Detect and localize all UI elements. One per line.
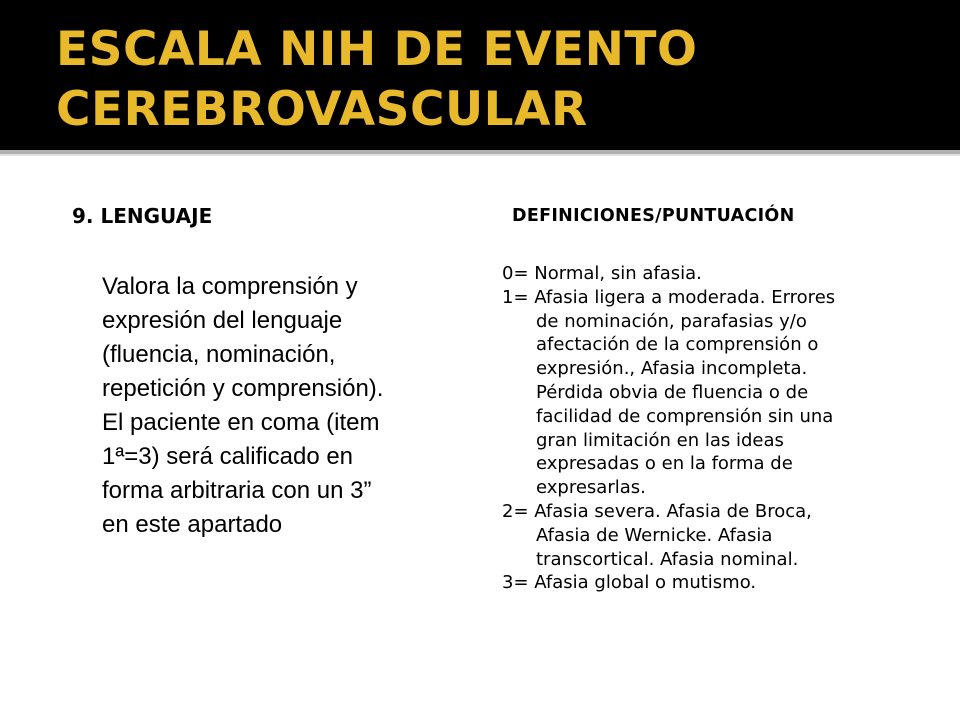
description-line: repetición y comprensión). bbox=[102, 375, 384, 402]
definition-line: expresadas o en la forma de bbox=[536, 453, 793, 475]
definition-score-1 bbox=[502, 286, 942, 500]
definition-score-3 bbox=[502, 571, 942, 595]
description-line: (fluencia, nominación, bbox=[102, 341, 336, 368]
definition-line: afectación de la comprensión o bbox=[536, 334, 819, 356]
section-heading: 9. LENGUAJE bbox=[72, 204, 213, 228]
definition-score-0 bbox=[502, 262, 942, 286]
definition-line: de nominación, parafasias y/o bbox=[536, 310, 807, 332]
definition-line: expresión., Afasia incompleta. bbox=[536, 358, 808, 380]
definition-line: transcortical. Afasia nominal. bbox=[536, 548, 799, 570]
title-divider-shadow bbox=[0, 154, 960, 156]
definitions-list bbox=[502, 262, 942, 595]
item-description bbox=[102, 270, 492, 542]
definition-line: 1= Afasia ligera a moderada. Errores bbox=[502, 286, 836, 308]
description-line: en este apartado bbox=[102, 511, 283, 538]
slide-title bbox=[56, 20, 936, 140]
description-line: 1ª=3) será calificado en bbox=[102, 443, 354, 470]
definition-line: Afasia de Wernicke. Afasia bbox=[536, 524, 773, 546]
description-line: El paciente en coma (item bbox=[102, 409, 380, 436]
definition-line: 2= Afasia severa. Afasia de Broca, bbox=[502, 500, 812, 522]
definition-score-2 bbox=[502, 500, 942, 571]
definition-line: 3= Afasia global o mutismo. bbox=[502, 572, 757, 594]
description-line: expresión del lenguaje bbox=[102, 307, 343, 334]
definition-line: facilidad de comprensión sin una bbox=[536, 405, 834, 427]
definitions-heading: DEFINICIONES/PUNTUACIÓN bbox=[512, 206, 795, 226]
description-line: Valora la comprensión y bbox=[102, 273, 358, 300]
definition-line: expresarlas. bbox=[536, 477, 646, 499]
definition-line: 0= Normal, sin afasia. bbox=[502, 263, 702, 284]
definition-line: gran limitación en las ideas bbox=[536, 429, 784, 451]
description-line: forma arbitraria con un 3” bbox=[102, 477, 372, 504]
slide-title-line-1: ESCALA NIH DE EVENTO bbox=[56, 22, 698, 77]
slide-title-line-2: CEREBROVASCULAR bbox=[56, 82, 588, 137]
definition-line: Pérdida obvia de fluencia o de bbox=[536, 381, 809, 403]
